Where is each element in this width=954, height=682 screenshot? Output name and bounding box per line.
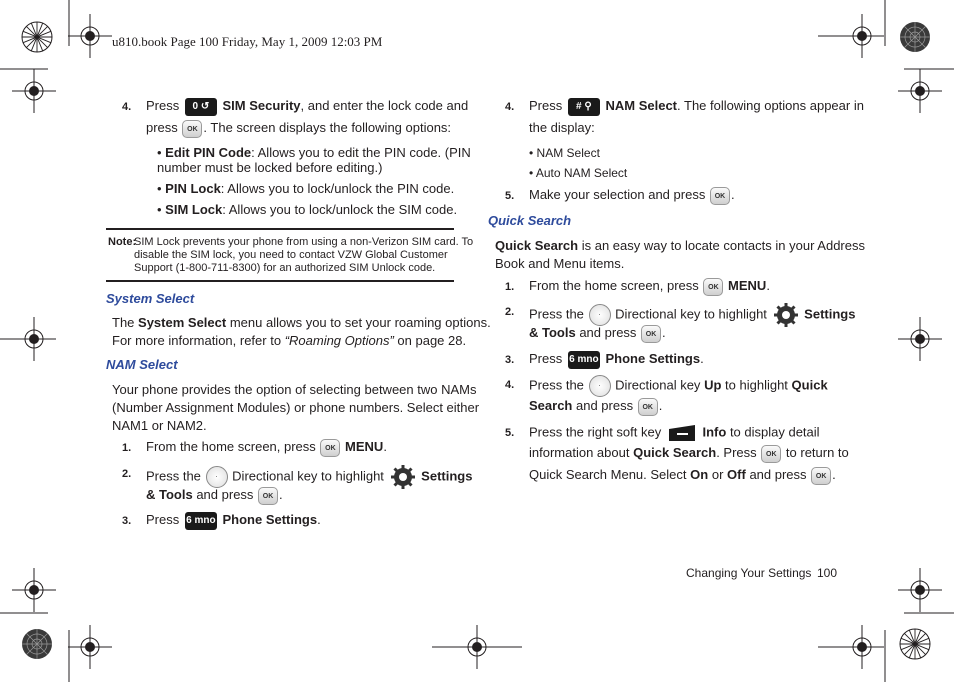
step-text: press OK . The screen displays the following options: <box>146 119 451 138</box>
paragraph: NAM1 or NAM2. <box>112 418 207 433</box>
cross-reference-link[interactable]: “Roaming Options” <box>284 333 394 348</box>
section-heading-system-select: System Select <box>106 291 195 306</box>
ok-key-icon: OK <box>641 325 661 343</box>
step-number: 3. <box>122 515 132 527</box>
step-text: Press 6 mno Phone Settings. <box>146 511 321 530</box>
step-number: 2. <box>122 468 132 480</box>
paragraph: Book and Menu items. <box>495 256 625 271</box>
step-number: 1. <box>122 442 132 454</box>
ok-key-icon: OK <box>710 187 730 205</box>
step-text: & Tools and press OK . <box>146 486 283 505</box>
section-heading-quick-search: Quick Search <box>488 213 572 228</box>
paragraph: Your phone provides the option of selecting between two NAMs <box>112 382 477 397</box>
option-item: • Auto NAM Select <box>529 166 628 180</box>
key-6-icon: 6 mno <box>568 351 600 369</box>
step-number: 4. <box>505 379 515 391</box>
ok-key-icon: OK <box>703 278 723 296</box>
settings-gear-icon <box>390 464 416 490</box>
step-text: Press the · Directional key Up to highlight Quick <box>529 375 828 397</box>
step-text: Press the right soft key Info to display detail <box>529 423 820 443</box>
note-line: disable the SIM lock, you need to contact VZW Global Customer <box>134 249 448 261</box>
step-text: Press # ⚲ NAM Select. The following options appear in <box>529 97 864 116</box>
note-line: Support (1-800-711-8300) for an authorized SIM Unlock code. <box>134 262 436 274</box>
ok-key-icon: OK <box>320 439 340 457</box>
step-number: 3. <box>505 354 515 366</box>
directional-key-icon: · <box>589 304 611 326</box>
step-number: 5. <box>505 427 515 439</box>
step-text: Press the · Directional key to highlight Settings <box>529 302 855 328</box>
section-heading-nam-select: NAM Select <box>106 357 178 372</box>
directional-key-icon: · <box>589 375 611 397</box>
footer-section-title: Changing Your Settings <box>686 566 812 580</box>
page-number: 100 <box>817 566 838 580</box>
print-header: u810.book Page 100 Friday, May 1, 2009 12:03 PM <box>112 34 383 49</box>
paragraph: (Number Assignment Modules) or phone numbers. Select either <box>112 400 480 415</box>
paragraph: For more information, refer to “Roaming Options” on page 28. <box>112 333 467 348</box>
step-text: From the home screen, press OK MENU. <box>529 277 770 296</box>
ok-key-icon: OK <box>761 445 781 463</box>
sim-key-icon: 0 ↺ <box>185 98 217 116</box>
step-text: Press 6 mno Phone Settings. <box>529 350 704 369</box>
step-text: the display: <box>529 120 595 135</box>
step-text: information about Quick Search. Press OK to return to <box>529 444 849 463</box>
step-text: Search and press OK . <box>529 397 662 416</box>
right-soft-key-icon <box>668 423 696 443</box>
option-item: • NAM Select <box>529 146 600 160</box>
step-text: From the home screen, press OK MENU. <box>146 438 387 457</box>
step-number: 4. <box>505 101 515 113</box>
step-number: 2. <box>505 306 515 318</box>
step-number: 1. <box>505 281 515 293</box>
bullet-item-cont: number must be locked before editing.) <box>157 160 383 175</box>
directional-key-icon: · <box>206 466 228 488</box>
ok-key-icon: OK <box>811 467 831 485</box>
ok-key-icon: OK <box>638 398 658 416</box>
note-line: SIM Lock prevents your phone from using a non-Verizon SIM card. To <box>134 236 474 248</box>
note-rule-bottom <box>106 280 454 282</box>
step-text: Press 0 ↺ SIM Security, and enter the lock code and <box>146 97 468 116</box>
step-text: Press the · Directional key to highlight Settings <box>146 464 472 490</box>
paragraph: The System Select menu allows you to set your roaming options. <box>112 315 491 330</box>
note-label: Note: <box>108 236 137 248</box>
bullet-item: • PIN Lock: Allows you to lock/unlock the PIN code. <box>157 181 455 196</box>
step-number: 4. <box>122 101 132 113</box>
paragraph: Quick Search is an easy way to locate contacts in your Address <box>495 238 865 253</box>
step-text: Quick Search Menu. Select On or Off and press OK . <box>529 466 836 485</box>
key-6-icon: 6 mno <box>185 512 217 530</box>
note-rule-top <box>106 228 454 230</box>
bullet-item: • SIM Lock: Allows you to lock/unlock the SIM code. <box>157 202 458 217</box>
step-text: & Tools and press OK . <box>529 324 666 343</box>
pound-key-icon: # ⚲ <box>568 98 600 116</box>
settings-gear-icon <box>773 302 799 328</box>
ok-key-icon: OK <box>182 120 202 138</box>
step-number: 5. <box>505 190 515 202</box>
ok-key-icon: OK <box>258 487 278 505</box>
step-text: Make your selection and press OK . <box>529 186 735 205</box>
bullet-item: • Edit PIN Code: Allows you to edit the PIN code. (PIN <box>157 145 471 160</box>
